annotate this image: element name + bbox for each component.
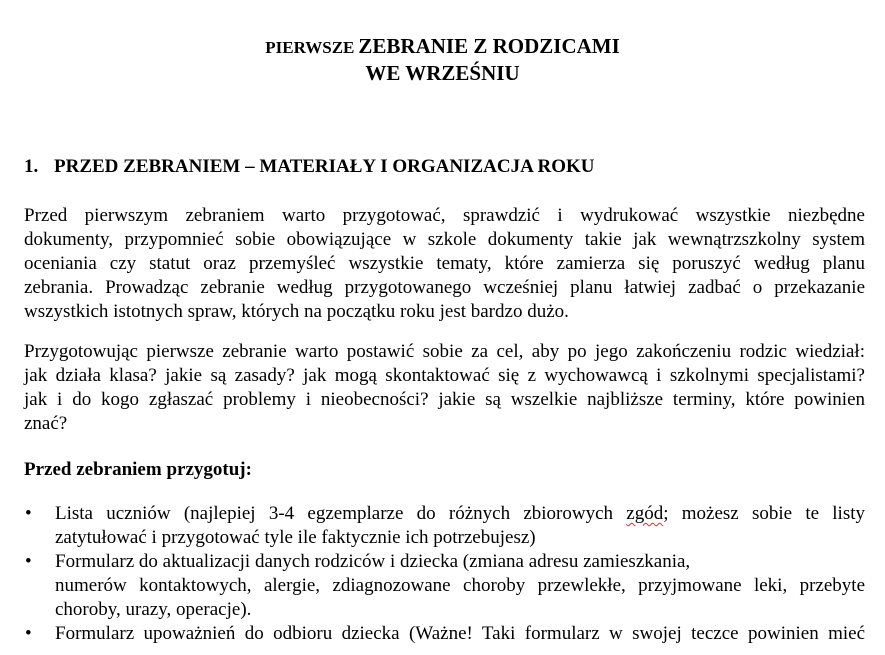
list-item-line: numerów kontaktowych, alergie, zdiagnozowane choroby przewlekłe, przyjmowane leki, przebyte — [55, 575, 865, 596]
paragraph-line: Przed pierwszym zebraniem warto przygotować, sprawdzić i wydrukować wszystkie niezbędne — [24, 205, 865, 226]
paragraph-line: dokumenty, przypomnieć sobie obowiązujące w szkole dokumenty takie jak wewnątrzszkolny system — [24, 229, 865, 250]
paragraph-line: oceniania czy statut oraz przemyśleć wszystkie tematy, które zamierza się poruszyć według planu — [24, 253, 865, 274]
bullet-icon: • — [25, 503, 32, 524]
section-heading-text: PRZED ZEBRANIEM – MATERIAŁY I ORGANIZACJA ROKU — [54, 156, 595, 177]
list-item-line — [55, 502, 865, 526]
bullet-list — [24, 502, 865, 646]
bullet-icon: • — [25, 551, 32, 572]
list-item — [24, 550, 865, 622]
list-item — [24, 622, 865, 646]
paragraph-line: Przygotowując pierwsze zebranie warto postawić sobie za cel, aby po jego zakończeniu rodzic wiedział: — [24, 341, 865, 362]
list-item-text: Lista uczniów (najlepiej 3-4 egzemplarze do różnych zbiorowych — [55, 503, 614, 524]
list-item-text: ; możesz sobie te listy — [663, 503, 866, 524]
paragraph-line: jak i do kogo zgłaszać problemy i nieobecności? jakie są wszelkie najbliższe terminy, które powinien — [24, 389, 865, 410]
title-prefix: PIERWSZE — [265, 38, 355, 57]
list-item — [24, 502, 865, 550]
list-item-line: Formularz do aktualizacji danych rodziców i dziecka (zmiana adresu zamieszkania, — [55, 551, 691, 572]
document-title-line1 — [0, 33, 885, 62]
paragraph-line: znać? — [24, 413, 68, 434]
section-number: 1. — [24, 156, 39, 177]
paragraph-line: jak działa klasa? jakie są zasady? jak mogą skontaktować się z wychowawcą i szkolnymi specjalistami? — [24, 365, 865, 386]
list-item-line: choroby, urazy, operacje). — [55, 599, 252, 620]
paragraph-line: zebrania. Prowadząc zebranie według przygotowanego wcześniej planu łatwiej zadbać o przekazanie — [24, 277, 865, 298]
paragraph-intro — [24, 204, 865, 324]
paragraph-goals — [24, 340, 865, 436]
spellcheck-word: zgód — [626, 503, 664, 524]
section-heading — [24, 155, 595, 179]
document-title-line2: WE WRZEŚNIU — [365, 61, 520, 85]
subheading-prepare: Przed zebraniem przygotuj: — [24, 459, 252, 480]
list-item-line: zatytułować i przygotować tyle ile faktycznie ich potrzebujesz) — [55, 527, 536, 548]
title-main: ZEBRANIE Z RODZICAMI — [358, 34, 620, 58]
paragraph-line: wszystkich istotnych spraw, których na początku roku jest bardzo dużo. — [24, 301, 569, 322]
bullet-icon: • — [25, 623, 32, 644]
list-item-line: Formularz upoważnień do odbioru dziecka (Ważne! Taki formularz w swojej teczce powinien mieć — [55, 623, 865, 644]
